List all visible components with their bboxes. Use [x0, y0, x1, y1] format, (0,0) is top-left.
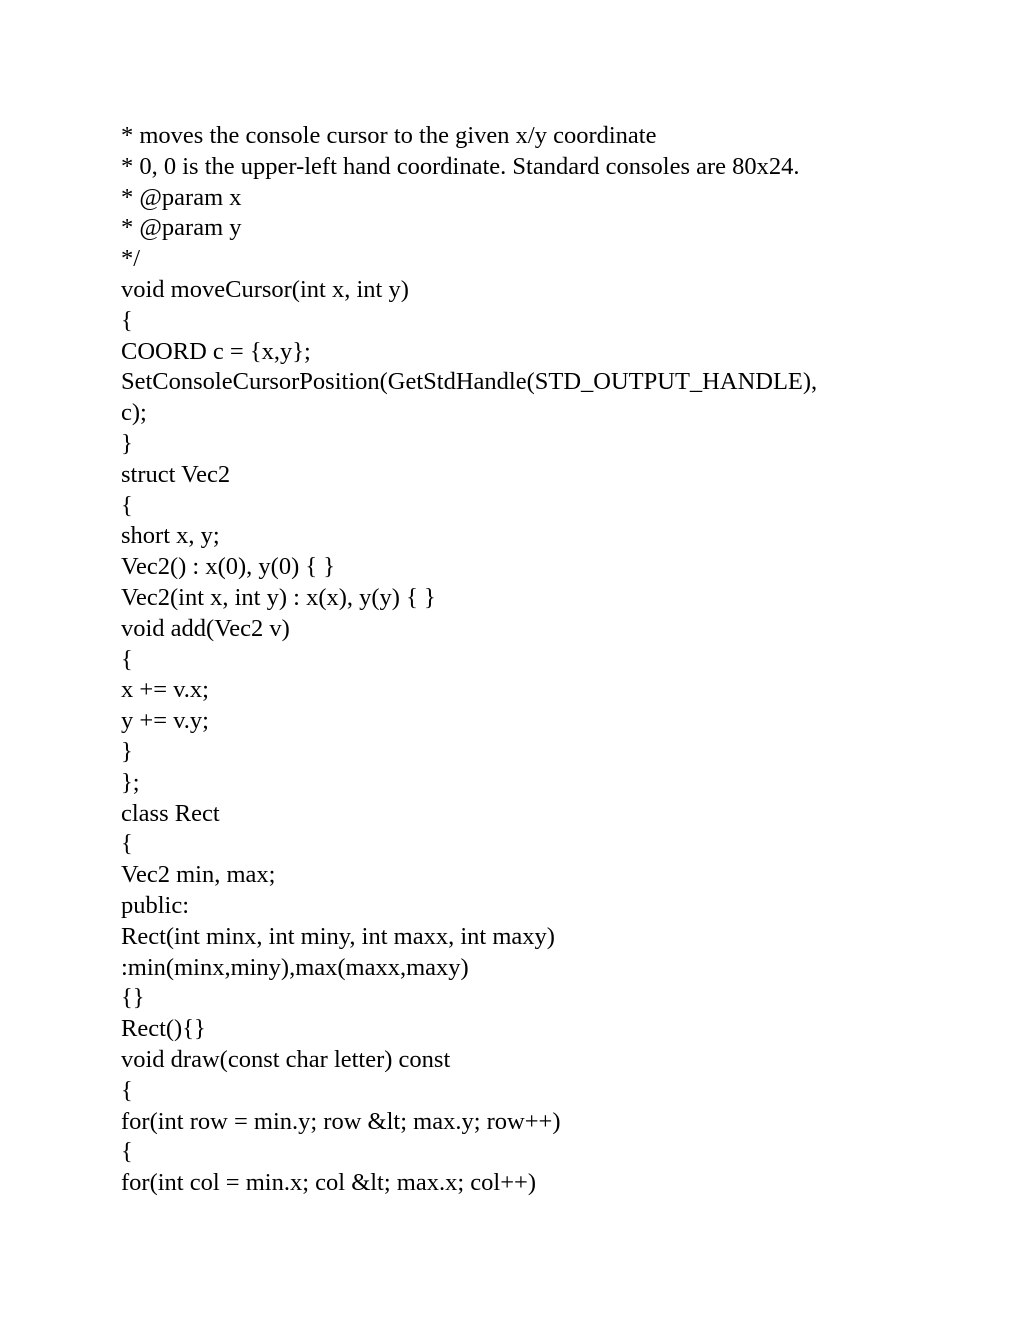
code-line: * moves the console cursor to the given x/y coordinate: [121, 122, 657, 149]
code-line: {: [121, 1076, 133, 1104]
code-line: void moveCursor(int x, int y): [121, 275, 409, 303]
code-line: {}: [121, 984, 145, 1012]
code-line: for(int row = min.y; row &lt; max.y; row++): [121, 1107, 561, 1135]
code-line: y += v.y;: [121, 707, 209, 735]
code-line: }: [121, 429, 133, 457]
code-line: void add(Vec2 v): [121, 614, 290, 642]
code-line: Vec2(int x, int y) : x(x), y(y) { }: [121, 583, 436, 611]
code-line: class Rect: [121, 799, 220, 827]
code-line: COORD c = {x,y};: [121, 337, 311, 365]
code-line: {: [121, 645, 133, 673]
code-line: * @param y: [121, 214, 242, 242]
code-line: Vec2() : x(0), y(0) { }: [121, 553, 336, 581]
code-line: for(int col = min.x; col &lt; max.x; col++): [121, 1169, 537, 1197]
code-line: {: [121, 491, 133, 519]
code-line: */: [121, 245, 141, 273]
code-line: void draw(const char letter) const: [121, 1045, 451, 1073]
code-text-block: [121, 121, 981, 1199]
code-line: * 0, 0 is the upper-left hand coordinate. Standard consoles are 80x24.: [121, 152, 800, 180]
code-line: short x, y;: [121, 522, 220, 550]
code-line: {: [121, 306, 133, 334]
code-line: public:: [121, 891, 190, 919]
code-line: {: [121, 830, 133, 858]
code-line: * @param x: [121, 183, 242, 211]
code-line: Rect(){}: [121, 1015, 206, 1043]
code-line: Rect(int minx, int miny, int maxx, int maxy): [121, 922, 555, 950]
code-line: {: [121, 1138, 133, 1166]
code-line: :min(minx,miny),max(maxx,maxy): [121, 953, 469, 981]
code-line: c);: [121, 399, 147, 427]
code-line: }: [121, 737, 133, 765]
code-line: x += v.x;: [121, 676, 209, 704]
code-line: struct Vec2: [121, 460, 231, 488]
code-line: SetConsoleCursorPosition(GetStdHandle(STD_OUTPUT_HANDLE),: [121, 368, 818, 396]
code-line: };: [121, 768, 140, 796]
code-line: Vec2 min, max;: [121, 861, 276, 889]
